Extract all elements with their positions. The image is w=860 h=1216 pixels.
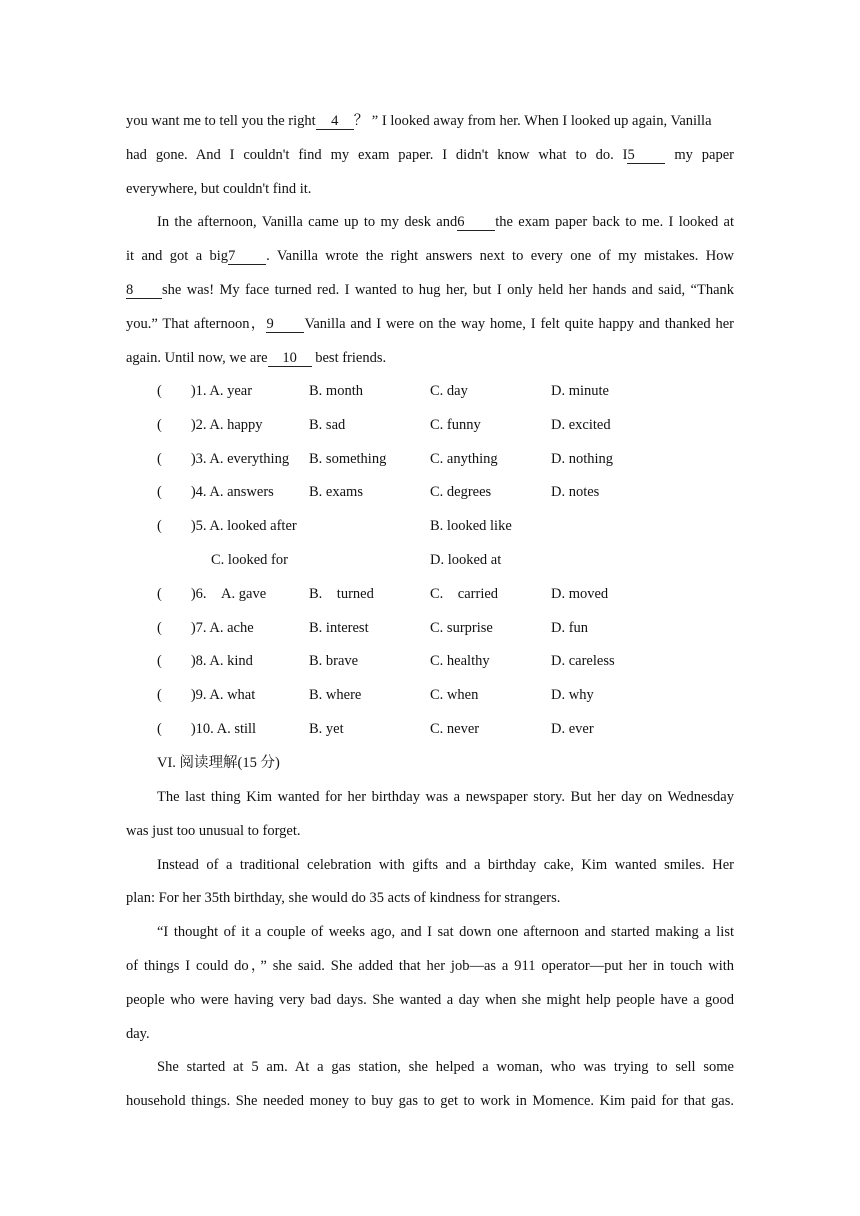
text: she was! My face turned red. I wanted to hug her, but I only held her hands and said, “Thank [162, 281, 734, 298]
text: . Vanilla wrote the right answers next to every one of my mistakes. How [266, 248, 734, 265]
option-b: B. where [309, 687, 362, 703]
option-c: C. degrees [430, 484, 492, 500]
text: had gone. And I couldn't find my exam paper. I didn't know what to do. I [126, 146, 628, 163]
blank-6: 6 [457, 214, 495, 231]
reading-passage [126, 781, 734, 1119]
question-row [0, 544, 860, 578]
text: best friends. [311, 349, 387, 366]
passage-line [126, 342, 734, 376]
reading-line: The last thing Kim wanted for her birthday was a newspaper story. But her day on Wednesday [157, 789, 734, 805]
option-c: C. surprise [430, 620, 493, 636]
option-c: C. looked for [211, 552, 288, 568]
option-d: D. why [551, 687, 594, 703]
option-c: C. carried [430, 586, 499, 602]
question-row [0, 713, 860, 747]
passage-line [126, 240, 734, 274]
blank-8: 8 [126, 282, 162, 299]
question-row [0, 443, 860, 477]
option-b: B. sad [309, 417, 346, 433]
option-c: C. healthy [430, 653, 490, 669]
question-row [0, 679, 860, 713]
option-d: D. nothing [551, 451, 614, 467]
option-d: D. excited [551, 417, 611, 433]
reading-line: She started at 5 am. At a gas station, she helped a woman, who was trying to sell some [157, 1059, 734, 1076]
question-stem: ( )10. A. still [157, 721, 257, 737]
option-d: D. looked at [430, 552, 502, 568]
option-d: D. notes [551, 484, 600, 500]
text: my paper [665, 146, 734, 163]
question-row [0, 476, 860, 510]
passage-line [126, 139, 734, 173]
cloze-passage [126, 105, 734, 375]
option-c: C. anything [430, 451, 498, 467]
passage-line [126, 308, 734, 342]
question-stem: ( )5. A. looked after [157, 518, 297, 534]
question-stem: ( )6. A. gave [157, 586, 267, 602]
passage-line: everywhere, but couldn't find it. [126, 180, 312, 197]
question-row [0, 409, 860, 443]
reading-line: Instead of a traditional celebration with gifts and a birthday cake, Kim wanted smiles. Her [157, 856, 734, 873]
option-b: B. brave [309, 653, 359, 669]
reading-line: household things. She needed money to buy gas to get to work in Momence. Kim paid for that gas. [126, 1093, 734, 1110]
blank-9: 9 [266, 316, 304, 333]
text: Vanilla and I were on the way home, I felt quite happy and thanked her [304, 315, 734, 332]
passage-line [126, 206, 734, 240]
option-b: B. looked like [430, 518, 512, 534]
option-b: B. month [309, 383, 363, 399]
option-b: B. something [309, 451, 387, 467]
question-stem: ( )3. A. everything [157, 451, 290, 467]
question-row [0, 510, 860, 544]
question-stem: ( )7. A. ache [157, 620, 254, 636]
option-d: D. fun [551, 620, 589, 636]
reading-line: was just too unusual to forget. [126, 822, 301, 839]
blank-4: 4 [316, 113, 354, 130]
question-row [0, 375, 860, 409]
blank-5: 5 [627, 147, 665, 164]
text: it and got a big [126, 248, 229, 265]
text: again. Until now, we are [126, 349, 268, 366]
option-d: D. moved [551, 586, 609, 602]
question-stem: ( )4. A. answers [157, 484, 274, 500]
option-d: D. ever [551, 721, 594, 737]
question-row [0, 612, 860, 646]
passage-line [126, 274, 734, 308]
passage-line [126, 105, 734, 139]
question-row [0, 578, 860, 612]
reading-line: day. [126, 1025, 150, 1042]
text: you.” That afternoon， [126, 315, 267, 332]
option-d: D. minute [551, 383, 609, 399]
option-b: B. yet [309, 721, 344, 737]
blank-7: 7 [228, 248, 266, 265]
option-b: B. exams [309, 484, 363, 500]
option-c: C. never [430, 721, 480, 737]
reading-line: people who were having very bad days. She wanted a day when she might help people have a good [126, 991, 734, 1008]
option-c: C. day [430, 383, 468, 399]
text: the exam paper back to me. I looked at [495, 214, 734, 231]
blank-10: 10 [268, 350, 312, 367]
section-heading: VI. 阅读理解(15 分) [157, 755, 280, 771]
option-c: C. funny [430, 417, 481, 433]
reading-line: “I thought of it a couple of weeks ago, and I sat down one afternoon and started making a list [157, 924, 734, 941]
option-c: C. when [430, 687, 479, 703]
option-b: B. interest [309, 620, 369, 636]
text: In the afternoon, Vanilla came up to my desk and [157, 214, 458, 231]
question-stem: ( )1. A. year [157, 383, 253, 399]
option-b: B. turned [309, 586, 374, 602]
question-stem: ( )2. A. happy [157, 417, 263, 433]
reading-line: of things I could do，” she said. She added that her job—as a 911 operator—put her in touch with [126, 957, 734, 974]
text: ？ ” I looked away from her. When I looked up again, Vanilla [353, 113, 712, 129]
question-stem: ( )8. A. kind [157, 653, 253, 669]
text: you want me to tell you the right [126, 113, 316, 129]
reading-line: plan: For her 35th birthday, she would do 35 acts of kindness for strangers. [126, 890, 561, 907]
option-d: D. careless [551, 653, 615, 669]
question-stem: ( )9. A. what [157, 687, 256, 703]
question-row [0, 645, 860, 679]
